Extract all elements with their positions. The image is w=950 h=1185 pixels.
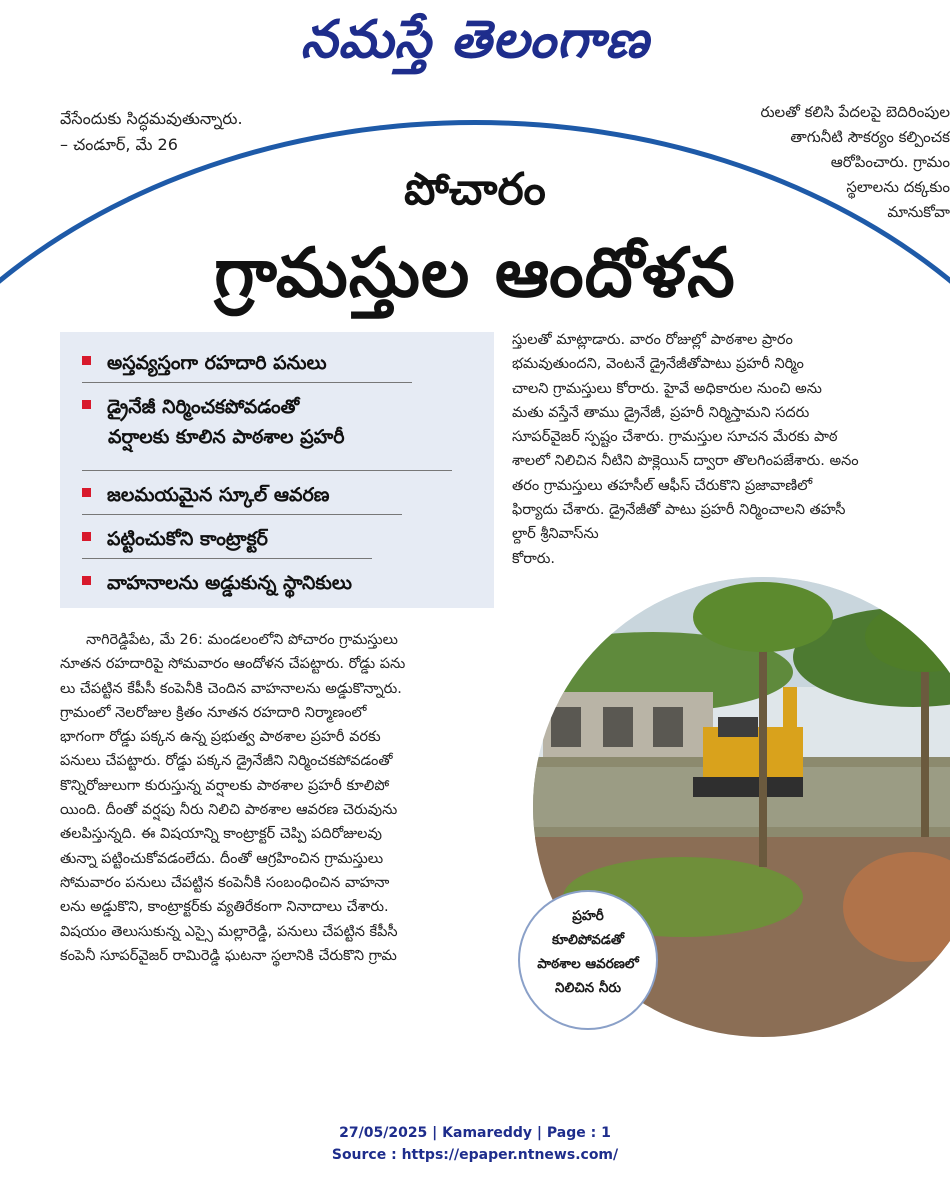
body-line: గ్రామంలో నెలరోజుల క్రితం నూతన రహదారి నిర్మాణంలో bbox=[60, 704, 367, 721]
highlight-item: వాహనాలను అడ్డుకున్న స్థానికులు bbox=[82, 568, 482, 598]
body-line: సూపర్‌వైజర్ స్పష్టం చేశారు. గ్రామస్తుల సూచన మేరకు పాఠ bbox=[512, 429, 838, 446]
caption-line: ప్రహరీ bbox=[572, 908, 604, 924]
body-line: కొన్నిరోజులుగా కురుస్తున్న వర్షాలకు పాఠశాల ప్రహరీ కూలిపో bbox=[60, 777, 390, 794]
bullet-marker-icon bbox=[82, 356, 91, 365]
previous-story-dateline: – చండూర్, మే 26 bbox=[60, 135, 178, 154]
body-line: నాగిరెడ్డిపేట, మే 26: మండలంలోని పోచారం గ్రామస్తులు bbox=[86, 632, 398, 648]
footer-source-link[interactable]: Source : https://epaper.ntnews.com/ bbox=[331, 1147, 619, 1163]
body-line: కోరారు. bbox=[512, 550, 556, 567]
page-footer bbox=[0, 1122, 950, 1166]
body-line: భమవుతుందని, వెంటనే డ్రైనేజీతోపాటు ప్రహరీ నిర్మిం bbox=[512, 356, 804, 373]
body-line: స్తులతో మాట్లాడారు. వారం రోజుల్లో పాఠశాల ప్రారం bbox=[512, 332, 793, 348]
highlight-item: జలమయమైన స్కూల్ ఆవరణ bbox=[82, 480, 482, 510]
cut-line-fragment bbox=[60, 96, 330, 106]
caption-line: కూలిపోవడతో bbox=[551, 932, 625, 948]
highlight-divider bbox=[82, 382, 412, 383]
body-line: సోమవారం పనులు చేపట్టిన కంపెనీకి సంబంధించిన వాహనా bbox=[60, 874, 390, 891]
story-kicker: పోచారం bbox=[404, 164, 546, 215]
body-line: చాలని గ్రామస్తులు కోరారు. హైవే అధికారుల నుంచి అను bbox=[512, 380, 822, 397]
bullet-marker-icon bbox=[82, 532, 91, 541]
previous-story-line: వేసేందుకు సిద్ధమవుతున్నారు. bbox=[60, 109, 243, 128]
body-line: లు చేపట్టిన కేపీసీ కంపెనీకి చెందిన వాహనాలను అడ్డుకొన్నారు. bbox=[60, 680, 402, 697]
body-line: యింది. దీంతో వర్షపు నీరు నిలిచి పాఠశాల ఆవరణ చెరువును bbox=[60, 802, 398, 819]
body-line: మతు వస్తేనే తాము డ్రైనేజీ, ప్రహరీ నిర్మిస్తామని సదరు bbox=[512, 404, 810, 421]
body-line: శాలలో నిలిచిన నీటిని పొక్లెయిన్ ద్వారా తొలగింపజేశారు. అనం bbox=[512, 453, 859, 470]
bullet-marker-icon bbox=[82, 576, 91, 585]
body-line: విషయం తెలుసుకున్న ఎస్సై మల్లారెడ్డి, పనులు చేపట్టిన కేపీసీ bbox=[60, 923, 398, 940]
body-line: ఫిర్యాదు చేశారు. డ్రైనేజీతో పాటు ప్రహరీ నిర్మించాలని తహసీ bbox=[512, 502, 846, 519]
story-body-left bbox=[60, 628, 494, 968]
body-line: తరం గ్రామస్తులు తహసీల్ ఆఫీస్ చేరుకొని ప్రజావాణిలో bbox=[512, 477, 813, 494]
adjacent-line: మానుకోవా bbox=[887, 203, 950, 221]
adjacent-line: స్థలాలను దక్కకుం bbox=[846, 178, 950, 196]
body-line: పనులు చేపట్టారు. రోడ్డు పక్కన డ్రైనేజీని నిర్మించకపోవడంతో bbox=[60, 753, 393, 770]
body-line: తలపిస్తున్నది. ఈ విషయాన్ని కాంట్రాక్టర్ చెప్పి పదిరోజులవు bbox=[60, 826, 382, 843]
story-headline: గ్రామస్తుల ఆందోళన bbox=[214, 234, 736, 313]
masthead-logo: నమస్తే తెలంగాణ bbox=[300, 9, 650, 70]
body-line: ల్దార్ శ్రీనివాస్‌ను bbox=[512, 526, 599, 543]
caption-line: నిలిచిన నీరు bbox=[554, 980, 622, 996]
highlight-item: అస్తవ్యస్తంగా రహదారి పనులు bbox=[82, 348, 482, 378]
photo-caption bbox=[518, 890, 658, 1030]
body-line: భాగంగా రోడ్డు పక్కన ఉన్న ప్రభుత్వ పాఠశాల ప్రహరీ వరకు bbox=[60, 729, 381, 746]
highlight-divider bbox=[82, 558, 372, 559]
highlight-item: పట్టించుకోని కాంట్రాక్టర్ bbox=[82, 524, 482, 554]
highlight-divider bbox=[82, 470, 452, 471]
highlight-divider bbox=[82, 514, 402, 515]
bullet-marker-icon bbox=[82, 488, 91, 497]
story-body-right bbox=[512, 328, 950, 571]
body-line: తున్నా పట్టించుకోవడంలేదు. దీంతో ఆగ్రహించిన గ్రామస్తులు bbox=[60, 850, 384, 867]
footer-edition-info: 27/05/2025 | Kamareddy | Page : 1 bbox=[339, 1125, 611, 1141]
adjacent-line: రులతో కలిసి పేదలపై బెదిరింపుల bbox=[760, 103, 950, 121]
body-line: లను అడ్డుకొని, కాంట్రాక్టర్‌కు వ్యతిరేకంగా నినాదాలు చేశారు. bbox=[60, 899, 389, 916]
highlights-box bbox=[60, 332, 494, 608]
body-line: కంపెనీ సూపర్‌వైజర్ రామిరెడ్డి ఘటనా స్థలానికి చేరుకొని గ్రామ bbox=[60, 947, 397, 964]
highlight-item: డ్రైనేజీ నిర్మించకపోవడంతో వర్షాలకు కూలిన పాఠశాల ప్రహరీ bbox=[82, 392, 482, 452]
adjacent-line: తాగునీటి సౌకర్యం కల్పించక bbox=[790, 128, 950, 146]
body-line: నూతన రహదారిపై సోమవారం ఆందోళన చేపట్టారు. రోడ్డు పను bbox=[60, 656, 406, 673]
bullet-marker-icon bbox=[82, 400, 91, 409]
adjacent-line: ఆరోపించారు. గ్రామం bbox=[830, 153, 950, 171]
caption-line: పాఠశాల ఆవరణలో bbox=[537, 956, 639, 972]
